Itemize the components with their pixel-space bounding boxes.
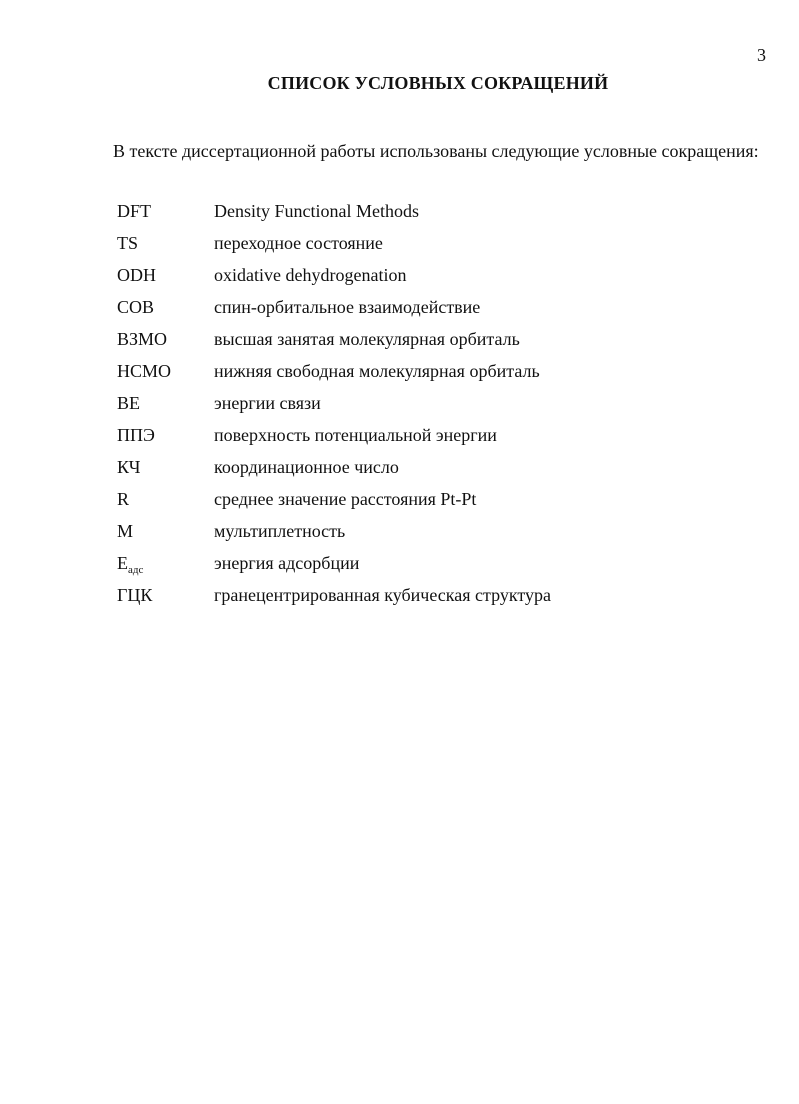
abbreviation-definition: нижняя свободная молекулярная орбиталь	[214, 361, 540, 381]
abbreviation-term: TS	[117, 233, 139, 253]
intro-paragraph: В тексте диссертационной работы использованы следующие условные сокращения:	[113, 141, 759, 161]
abbreviation-row	[117, 483, 757, 515]
abbreviation-definition: спин-орбитальное взаимодействие	[214, 297, 481, 317]
abbreviation-term: СОВ	[117, 297, 155, 317]
abbreviation-definition: oxidative dehydrogenation	[214, 265, 407, 285]
abbreviation-term-subscript: адс	[128, 564, 144, 576]
abbreviation-row	[117, 579, 757, 611]
abbreviation-row	[117, 227, 757, 259]
abbreviation-term: M	[117, 521, 134, 541]
abbreviation-definition: мультиплетность	[214, 521, 346, 541]
abbreviation-row	[117, 323, 757, 355]
abbreviation-term: НСМО	[117, 361, 172, 381]
abbreviation-definition: энергия адсорбции	[214, 553, 360, 573]
abbreviation-term: R	[117, 489, 130, 509]
abbreviation-row	[117, 547, 757, 579]
abbreviation-term: КЧ	[117, 457, 141, 477]
abbreviation-row	[117, 355, 757, 387]
abbreviation-definition: среднее значение расстояния Pt-Pt	[214, 489, 477, 509]
abbreviation-term: DFT	[117, 201, 152, 221]
abbreviation-term: ВЗМО	[117, 329, 168, 349]
abbreviation-definition: поверхность потенциальной энергии	[214, 425, 497, 445]
abbreviation-definition: Density Functional Methods	[214, 201, 419, 221]
page-number: 3	[757, 45, 766, 65]
abbreviation-row	[117, 387, 757, 419]
abbreviation-definition: гранецентрированная кубическая структура	[214, 585, 551, 605]
abbreviation-term	[117, 552, 214, 574]
abbreviation-term: ODH	[117, 265, 156, 285]
abbreviation-list	[117, 195, 757, 611]
abbreviation-definition: координационное число	[214, 457, 399, 477]
page-title: СПИСОК УСЛОВНЫХ СОКРАЩЕНИЙ	[267, 73, 609, 93]
abbreviation-term: ГЦК	[117, 585, 153, 605]
abbreviation-definition: высшая занятая молекулярная орбиталь	[214, 329, 520, 349]
abbreviation-definition: энергии связи	[214, 393, 321, 413]
abbreviation-term: ППЭ	[117, 425, 155, 445]
abbreviation-row	[117, 195, 757, 227]
abbreviation-row	[117, 451, 757, 483]
abbreviation-definition: переходное состояние	[214, 233, 383, 253]
abbreviation-row	[117, 515, 757, 547]
abbreviation-row	[117, 259, 757, 291]
abbreviation-term-base: E	[117, 553, 128, 573]
abbreviation-row	[117, 291, 757, 323]
abbreviation-row	[117, 419, 757, 451]
abbreviation-term: BE	[117, 393, 141, 413]
